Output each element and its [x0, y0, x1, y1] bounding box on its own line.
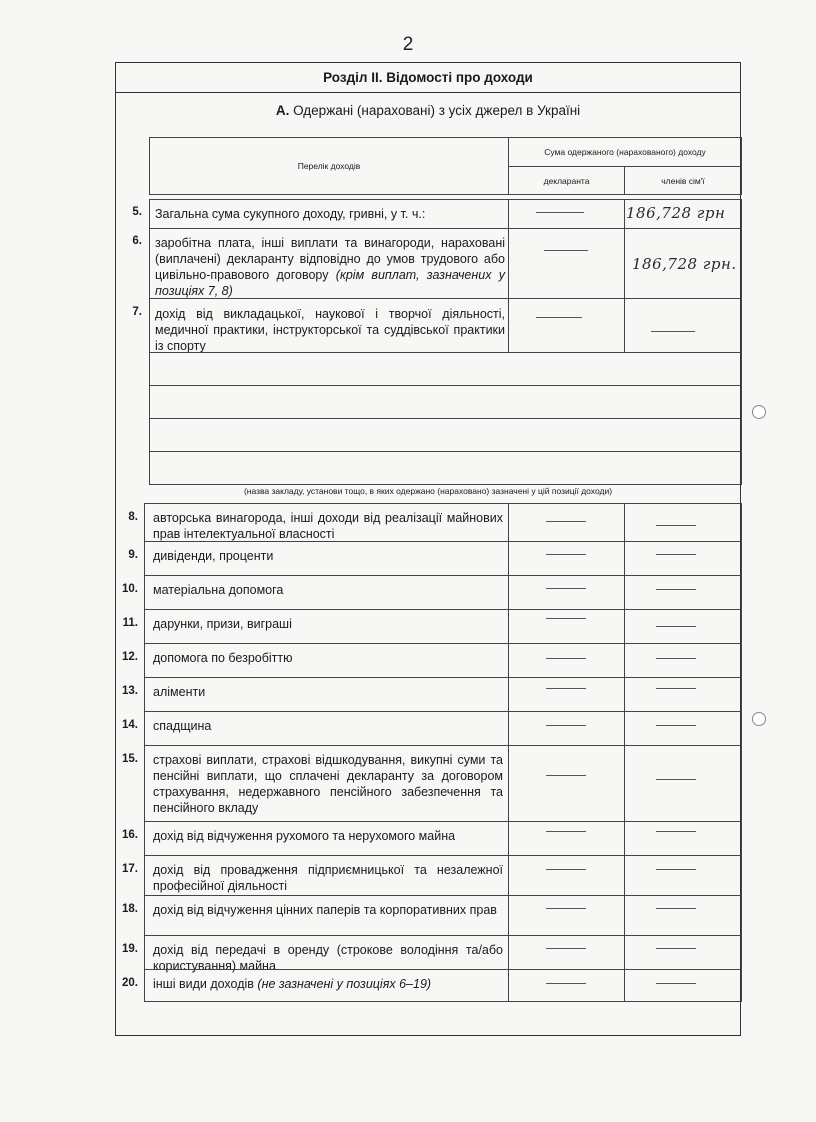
row-family-cell	[624, 677, 742, 712]
row-number: 16.	[122, 829, 138, 841]
header-family	[624, 166, 742, 195]
header-sum	[508, 137, 742, 167]
row-label	[153, 828, 503, 844]
row-number: 14.	[122, 719, 138, 731]
handwritten-value: 186,728 грн.	[632, 255, 737, 273]
row-family-cell	[624, 821, 742, 856]
row-declarant-cell	[508, 503, 625, 542]
empty-dash	[546, 658, 586, 659]
empty-dash	[656, 948, 696, 949]
institution-line	[149, 385, 742, 419]
income-section-frame	[115, 62, 741, 1036]
row-declarant-cell	[508, 575, 625, 610]
row-number: 15.	[122, 753, 138, 765]
row-declarant-cell	[508, 895, 625, 936]
row-number: 12.	[122, 651, 138, 663]
empty-dash	[656, 831, 696, 832]
row-7-declarant-cell	[508, 298, 625, 353]
empty-dash	[546, 688, 586, 689]
row-label	[153, 548, 503, 564]
subsection-text: Одержані (нараховані) з усіх джерел в Україні	[293, 103, 581, 118]
header-declarant-label: декларанта	[543, 175, 590, 186]
handwritten-value: 186,728 грн	[626, 204, 726, 222]
row-number: 19.	[122, 943, 138, 955]
row-5-declarant-cell	[508, 199, 625, 229]
institution-line	[149, 451, 742, 485]
row-number: 13.	[122, 685, 138, 697]
row-declarant-cell	[508, 541, 625, 576]
header-declarant	[508, 166, 625, 195]
empty-dash	[546, 948, 586, 949]
empty-dash	[656, 626, 696, 627]
institution-line	[149, 352, 742, 386]
empty-dash	[656, 658, 696, 659]
punch-hole	[752, 712, 766, 726]
row-label	[153, 616, 503, 632]
row-family-cell	[624, 969, 742, 1002]
empty-dash	[546, 618, 586, 619]
empty-dash	[656, 983, 696, 984]
row-label-text: дохід від відчуження рухомого та нерухомого майна	[153, 829, 456, 843]
row-number: 5.	[132, 206, 142, 218]
empty-dash	[656, 725, 696, 726]
row-6-declarant-cell	[508, 228, 625, 299]
row-declarant-cell	[508, 855, 625, 896]
row-family-cell	[624, 541, 742, 576]
row-declarant-cell	[508, 935, 625, 970]
row-family-cell	[624, 745, 742, 822]
header-sum-label: Сума одержаного (нарахованого) доходу	[544, 147, 706, 157]
row-label-text: страхові виплати, страхові відшкодування, викупні суми та пенсійні виплати, що сплачені декларанту за договором страхування, недержавного пенсійного забезпечення та пенсійного вкладу	[153, 753, 503, 815]
empty-dash	[656, 525, 696, 526]
row-label-text: дарунки, призи, виграші	[153, 617, 292, 631]
empty-dash	[656, 869, 696, 870]
row-label-text: авторська винагорода, інші доходи від реалізації майнових прав інтелектуальної власності	[153, 511, 503, 541]
row-number: 10.	[122, 583, 138, 595]
row-declarant-cell	[508, 711, 625, 746]
empty-dash	[536, 317, 582, 318]
row-declarant-cell	[508, 643, 625, 678]
row-label	[153, 902, 503, 918]
row-number: 6.	[132, 235, 142, 247]
row-label-text: дохід від передачі в оренду (строкове володіння та/або користування) майна	[153, 943, 503, 973]
empty-dash	[546, 521, 586, 522]
row-family-cell	[624, 575, 742, 610]
empty-dash	[651, 331, 695, 332]
empty-dash	[546, 588, 586, 589]
row-label-italic: (крім виплат, зазначених у позиціях 7, 8)	[155, 268, 505, 298]
institution-line	[149, 418, 742, 452]
row-declarant-cell	[508, 745, 625, 822]
row-family-cell	[624, 855, 742, 896]
empty-dash	[544, 250, 588, 251]
row-label-text: дивіденди, проценти	[153, 549, 274, 563]
empty-dash	[546, 983, 586, 984]
page-number: 2	[402, 34, 414, 55]
row-label	[153, 976, 503, 992]
row-number: 8.	[128, 511, 138, 523]
subsection-title	[116, 103, 740, 118]
row-label	[153, 752, 503, 816]
row-label-text: матеріальна допомога	[153, 583, 284, 597]
row-7-family-cell	[624, 298, 742, 353]
row-label-italic: (не зазначені у позиціях 6–19)	[257, 977, 432, 991]
empty-dash	[656, 589, 696, 590]
row-label-text: дохід від відчуження цінних паперів та корпоративних прав	[153, 903, 497, 917]
row-label	[153, 510, 503, 542]
row-label-text: аліменти	[153, 685, 206, 699]
empty-dash	[546, 725, 586, 726]
empty-dash	[546, 869, 586, 870]
row-label-text: інші види доходів	[153, 977, 254, 991]
row-label	[153, 684, 503, 700]
row-declarant-cell	[508, 821, 625, 856]
row-label: Загальна сума сукупного доходу, гривні, у т. ч.:	[155, 207, 426, 221]
header-family-label: членів сім'ї	[661, 175, 705, 186]
row-number: 20.	[122, 977, 138, 989]
empty-dash	[656, 908, 696, 909]
section-title: Розділ ІІ. Відомості про доходи	[116, 63, 740, 93]
row-label	[153, 718, 503, 734]
row-label	[153, 862, 503, 894]
row-family-cell	[624, 503, 742, 542]
row-number: 17.	[122, 863, 138, 875]
empty-dash	[536, 212, 584, 213]
header-list	[149, 137, 509, 195]
row-family-cell	[624, 895, 742, 936]
row-label-text: допомога по безробіттю	[153, 651, 293, 665]
punch-hole	[752, 405, 766, 419]
empty-dash	[656, 554, 696, 555]
row-family-cell	[624, 643, 742, 678]
row-label	[155, 235, 505, 299]
row-label-text: заробітна плата, інші виплати та винагороди, нараховані (виплачені) декларанту відповідно до умов трудового або цивільно-правового договору	[155, 236, 505, 282]
row-label-text: спадщина	[153, 719, 212, 733]
empty-dash	[656, 688, 696, 689]
row-label	[153, 582, 503, 598]
subsection-letter: А.	[275, 103, 290, 118]
empty-dash	[546, 831, 586, 832]
row-label: дохід від викладацької, наукової і творчої діяльності, медичної практики, інструкторської та суддівської практики із спорту	[155, 307, 505, 353]
row-label	[153, 650, 503, 666]
empty-dash	[546, 775, 586, 776]
row-number: 9.	[128, 549, 138, 561]
row-number: 7.	[132, 306, 142, 318]
header-list-label: Перелік доходів	[297, 161, 361, 171]
row-declarant-cell	[508, 969, 625, 1002]
row-declarant-cell	[508, 609, 625, 644]
empty-dash	[546, 554, 586, 555]
institution-note: (назва закладу, установи тощо, в яких одержано (нараховано) зазначені у цій позиції доходи)	[243, 486, 613, 496]
row-number: 18.	[122, 903, 138, 915]
row-label-text: дохід від провадження підприємницької та незалежної професійної діяльності	[153, 863, 503, 893]
empty-dash	[656, 779, 696, 780]
row-family-cell	[624, 935, 742, 970]
row-family-cell	[624, 711, 742, 746]
row-number: 11.	[122, 617, 138, 629]
row-declarant-cell	[508, 677, 625, 712]
empty-dash	[546, 908, 586, 909]
